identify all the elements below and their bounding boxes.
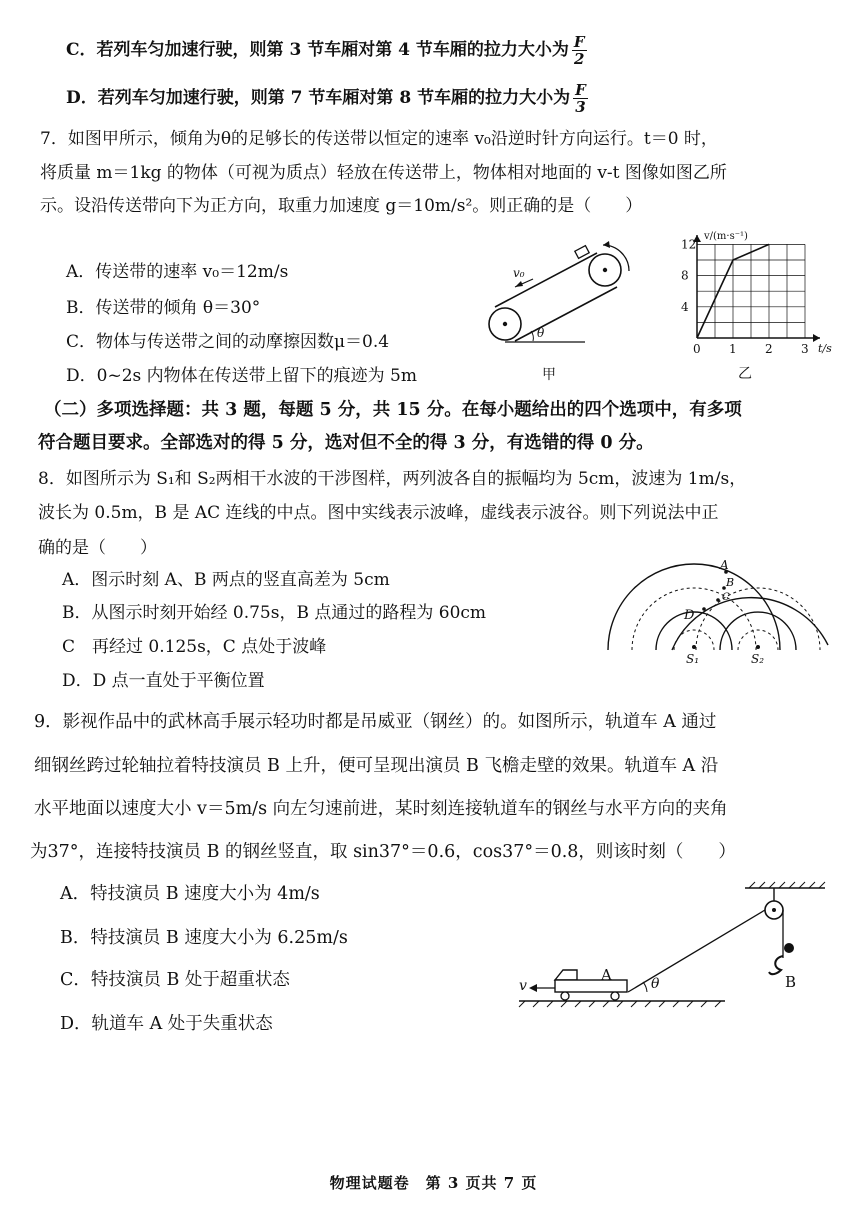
object-block — [575, 246, 589, 259]
s2-crest-outer — [672, 598, 828, 650]
performer-b — [769, 944, 793, 974]
q7-stem-line2: 将质量 m＝1kg 的物体（可视为质点）轻放在传送带上，物体相对地面的 v-t 图像如图乙所 — [40, 163, 727, 183]
vt-grid — [697, 244, 805, 338]
x-tick-label: 0 — [693, 342, 701, 356]
q7-option-c: C．物体与传送带之间的动摩擦因数μ＝0.4 — [66, 332, 390, 352]
conveyor-belt-figure — [485, 235, 645, 385]
ground-hatching — [519, 1001, 721, 1007]
q7-stem-line1: 7．如图甲所示，倾角为θ的足够长的传送带以恒定的速率 v₀沿逆时针方向运行。t＝0 时， — [40, 129, 718, 149]
performer-b-label: B — [785, 973, 797, 991]
vt-graph — [670, 225, 840, 385]
q6-option-d-text: D．若列车匀加速行驶，则第 7 节车厢对第 8 节车厢的拉力大小为 — [66, 88, 571, 108]
x-axis-arrow — [813, 334, 820, 342]
v0-label: v₀ — [513, 266, 525, 280]
q7-option-d: D．0~2s 内物体在传送带上留下的痕迹为 5m — [66, 366, 417, 386]
wire-stunt-figure — [515, 880, 835, 1020]
q9-stem-line4: 为37°，连接特技演员 B 的钢丝竖直，取 sin37°＝0.6，cos37°＝0.8，则该时刻（ ） — [30, 842, 736, 862]
q6-option-c-numerator: F — [573, 33, 585, 51]
y-tick-label: 12 — [681, 237, 697, 252]
s1-source-dot — [692, 645, 696, 649]
figure-jia-caption: 甲 — [542, 367, 556, 383]
s1-label: S₁ — [686, 652, 700, 666]
q8-stem-line3: 确的是（ ） — [38, 538, 157, 558]
q6-option-c-fraction — [572, 34, 587, 67]
car-a-label: A — [601, 966, 612, 984]
q8-option-a: A．图示时刻 A、B 两点的竖直高差为 5cm — [62, 570, 390, 590]
q7-option-a: A．传送带的速率 v₀＝12m/s — [66, 262, 289, 282]
q6-option-d — [66, 82, 588, 115]
figure-yi-caption: 乙 — [738, 366, 752, 382]
q8-option-b: B．从图示时刻开始经 0.75s，B 点通过的路程为 60cm — [62, 603, 487, 623]
wire-to-car — [628, 910, 765, 992]
q7-option-b: B．传送带的倾角 θ＝30° — [66, 298, 261, 318]
belt-bottom-edge — [515, 287, 617, 341]
q6-option-d-fraction — [573, 82, 588, 115]
q9-stem-line3: 水平地面以速度大小 v＝5m/s 向左匀速前进，某时刻连接轨道车的钢丝与水平方向的夹角 — [34, 799, 728, 819]
y-tick-label: 8 — [681, 268, 689, 283]
wave-interference-figure — [600, 555, 840, 675]
q6-option-c-text: C．若列车匀加速行驶，则第 3 节车厢对第 4 节车厢的拉力大小为 — [66, 40, 569, 60]
q9-option-b: B．特技演员 B 速度大小为 6.25m/s — [60, 928, 348, 948]
s2-label: S₂ — [751, 652, 765, 666]
q8-stem-line2: 波长为 0.5m，B 是 AC 连线的中点。图中实线表示波峰，虚线表示波谷。则下列说法中正 — [38, 503, 719, 523]
x-tick-label: 2 — [765, 342, 773, 356]
q6-option-d-denominator: 3 — [575, 98, 586, 116]
theta-label: θ — [651, 976, 660, 992]
section2-line1: （二）多项选择题：共 3 题，每题 5 分，共 15 分。在每小题给出的四个选项中，有多项 — [44, 400, 742, 420]
q6-option-c-denominator: 2 — [573, 50, 585, 68]
y-axis-label: v/(m·s⁻¹) — [704, 231, 748, 242]
x-axis-label: t/s — [818, 342, 832, 355]
x-tick-label: 1 — [729, 342, 737, 356]
q9-option-a: A．特技演员 B 速度大小为 4m/s — [60, 884, 320, 904]
q6-option-c — [66, 34, 587, 67]
q9-option-d: D．轨道车 A 处于失重状态 — [60, 1014, 273, 1034]
x-tick-label: 3 — [801, 342, 809, 356]
ceiling-hatching — [749, 882, 825, 888]
point-b-label: B — [726, 576, 735, 589]
q8-option-d: D．D 点一直处于平衡位置 — [62, 671, 265, 691]
theta-label: θ — [537, 326, 545, 340]
page-footer: 物理试题卷 第 3 页共 7 页 — [329, 1174, 538, 1192]
vt-axes — [693, 235, 820, 342]
q8-stem-line1: 8．如图所示为 S₁和 S₂两相干水波的干涉图样，两列波各自的振幅均为 5cm，波速为 1m/s， — [38, 469, 747, 489]
q8-option-c: C 再经过 0.125s，C 点处于波峰 — [62, 637, 327, 657]
q6-option-d-numerator: F — [575, 81, 586, 99]
s2-source-dot — [756, 645, 760, 649]
belt-top-edge — [495, 253, 597, 307]
point-a-label: A — [720, 558, 729, 572]
q9-option-c: C．特技演员 B 处于超重状态 — [60, 970, 290, 990]
q9-stem-line2: 细钢丝跨过轮轴拉着特技演员 B 上升，便可呈现出演员 B 飞檐走壁的效果。轨道车 A 沿 — [34, 756, 719, 776]
q7-stem-line3: 示。设沿传送带向下为正方向，取重力加速度 g＝10m/s²。则正确的是（ ） — [40, 196, 643, 216]
v-label: v — [519, 978, 527, 994]
q9-stem-line1: 9．影视作品中的武林高手展示轻功时都是吊威亚（钢丝）的。如图所示，轨道车 A 通过 — [34, 712, 717, 732]
track-car-a — [555, 970, 627, 992]
section2-line2: 符合题目要求。全部选对的得 5 分，选对但不全的得 3 分，有选错的得 0 分。 — [38, 433, 654, 453]
point-d-label: D — [684, 608, 695, 623]
y-tick-label: 4 — [681, 299, 689, 314]
point-c-label: C — [722, 592, 730, 603]
